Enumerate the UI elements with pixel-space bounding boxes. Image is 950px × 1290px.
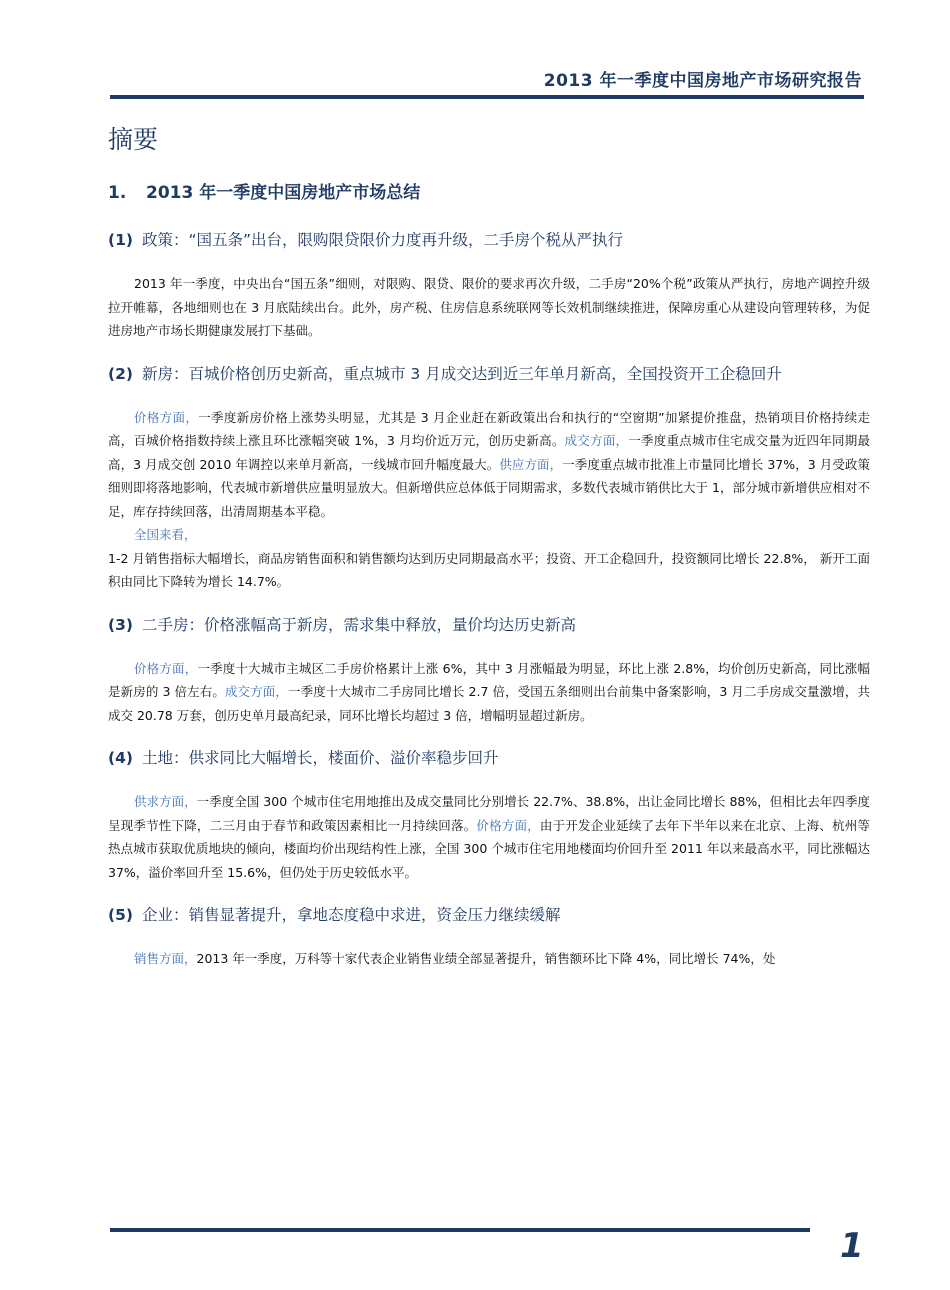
summary-title: 摘要 — [108, 125, 159, 154]
header-rule — [110, 95, 864, 99]
subsection-5-title: 企业：销售显著提升，拿地态度稳中求进，资金压力继续缓解 — [142, 906, 561, 924]
subsection-4-heading — [108, 746, 870, 768]
nation-label: 全国来看， — [134, 527, 197, 542]
document-body — [108, 120, 870, 990]
deal-text: 一季度重点城市住宅成交量为近四年同期最高，3 月成交创 2010 年调控以来单月新高，一线城市回升幅度最大。 — [108, 433, 870, 472]
supply-text: 一季度全国 300 个城市住宅用地推出及成交量同比分别增长 22.7%、38.8%，出让金同比增长 88%，但相比去年四季度呈现季节性下降，二三月由于春节和政策因素相比一月持续回落。 — [108, 794, 870, 833]
section-1-heading — [108, 178, 870, 203]
supply-label: 供应方面， — [499, 456, 563, 472]
deal-label: 成交方面， — [564, 433, 629, 448]
price-text: 一季度新房价格上涨势头明显，尤其是 3 月企业赶在新政策出台和执行的“空窗期”加紧提价推盘，热销项目价格持续走高，百城价格指数持续上涨且环比涨幅突破 1%，3 月均价近万元，创历史新高。 — [108, 409, 870, 448]
land-paragraph — [108, 790, 870, 884]
subsection-5-number: (5) — [108, 906, 133, 924]
subsection-1-heading — [108, 228, 870, 250]
price-text: 一季度十大城市主城区二手房价格累计上涨 6%，其中 3 月涨幅最为明显，环比上涨 2.8%，均价创历史新高，同比涨幅是新房的 3 倍左右。 — [108, 660, 870, 699]
section-1-number: 1. — [108, 183, 127, 203]
nation-text: 1-2 月销售指标大幅增长，商品房销售面积和销售额均达到历史同期最高水平；投资、开工企稳回升，投资额同比增长 22.8%， 新开工面积由同比下降转为增长 14.7%。 — [108, 550, 870, 589]
enterprise-paragraph — [108, 947, 870, 971]
supply-text: 一季度重点城市批准上市量同比增长 37%，3 月受政策细则即将落地影响，代表城市新增供应量明显放大。但新增供应总体低于同期需求，多数代表城市销供比大于 1，部分城市新增供应相对不足，库存持续回落，出清周期基本平稳。 — [108, 456, 870, 519]
supply-label: 供求方面， — [134, 794, 197, 809]
subsection-1-title: 政策：“国五条”出台，限购限贷限价力度再升级，二手房个税从严执行 — [142, 231, 624, 249]
second-hand-paragraph — [108, 657, 870, 728]
sales-text: 2013 年一季度，万科等十家代表企业销售业绩全部显著提升，销售额环比下降 4%，同比增长 74%，处 — [196, 951, 776, 966]
section-1-title: 2013 年一季度中国房地产市场总结 — [146, 183, 421, 203]
deal-text: 一季度十大城市二手房同比增长 2.7 倍，受国五条细则出台前集中备案影响，3 月二手房成交量激增，共成交 20.78 万套，创历史单月最高纪录，同环比增长均超过 3 倍，增幅明显超过新房。 — [108, 684, 870, 723]
subsection-1-number: (1) — [108, 231, 133, 249]
price-label: 价格方面， — [476, 817, 540, 833]
subsection-3-number: (3) — [108, 615, 133, 634]
subsection-2-title: 新房：百城价格创历史新高，重点城市 3 月成交达到近三年单月新高，全国投资开工企稳回升 — [142, 364, 782, 383]
subsection-3-title: 二手房：价格涨幅高于新房，需求集中释放，量价均达历史新高 — [142, 615, 577, 634]
price-label: 价格方面， — [134, 660, 198, 676]
policy-paragraph: 2013 年一季度，中央出台“国五条”细则，对限购、限贷、限价的要求再次升级，二手房“20%个税”政策从严执行，房地产调控升级拉开帷幕，各地细则也在 3 月底陆续出台。此外，房产税、住房信息系统联网等长效机制继续推进，保障房重心从建设向管理转移，为促进房地产市场长期健康发展打下基础。 — [108, 276, 870, 338]
subsection-5-heading — [108, 903, 870, 925]
header-title: 2013 年一季度中国房地产市场研究报告 — [543, 71, 862, 91]
subsection-4-number: (4) — [108, 749, 133, 767]
new-house-paragraph — [108, 406, 870, 594]
price-label: 价格方面， — [134, 409, 199, 425]
subsection-2-heading — [108, 362, 870, 384]
subsection-4-title: 土地：供求同比大幅增长，楼面价、溢价率稳步回升 — [142, 749, 499, 767]
subsection-3-heading — [108, 613, 870, 635]
page-number: 1 — [840, 1226, 864, 1266]
deal-label: 成交方面， — [224, 684, 288, 699]
subsection-2-number: (2) — [108, 364, 133, 383]
sales-label: 销售方面， — [134, 951, 197, 966]
footer-rule — [110, 1228, 810, 1232]
price-text: 由于开发企业延续了去年下半年以来在北京、上海、杭州等热点城市获取优质地块的倾向，楼面均价出现结构性上涨，全国 300 个城市住宅用地楼面均价回升至 2011 年以来最高水平，同比涨幅达 37%，溢价率回升至 15.6%，但仍处于历史较低水平。 — [108, 817, 870, 880]
